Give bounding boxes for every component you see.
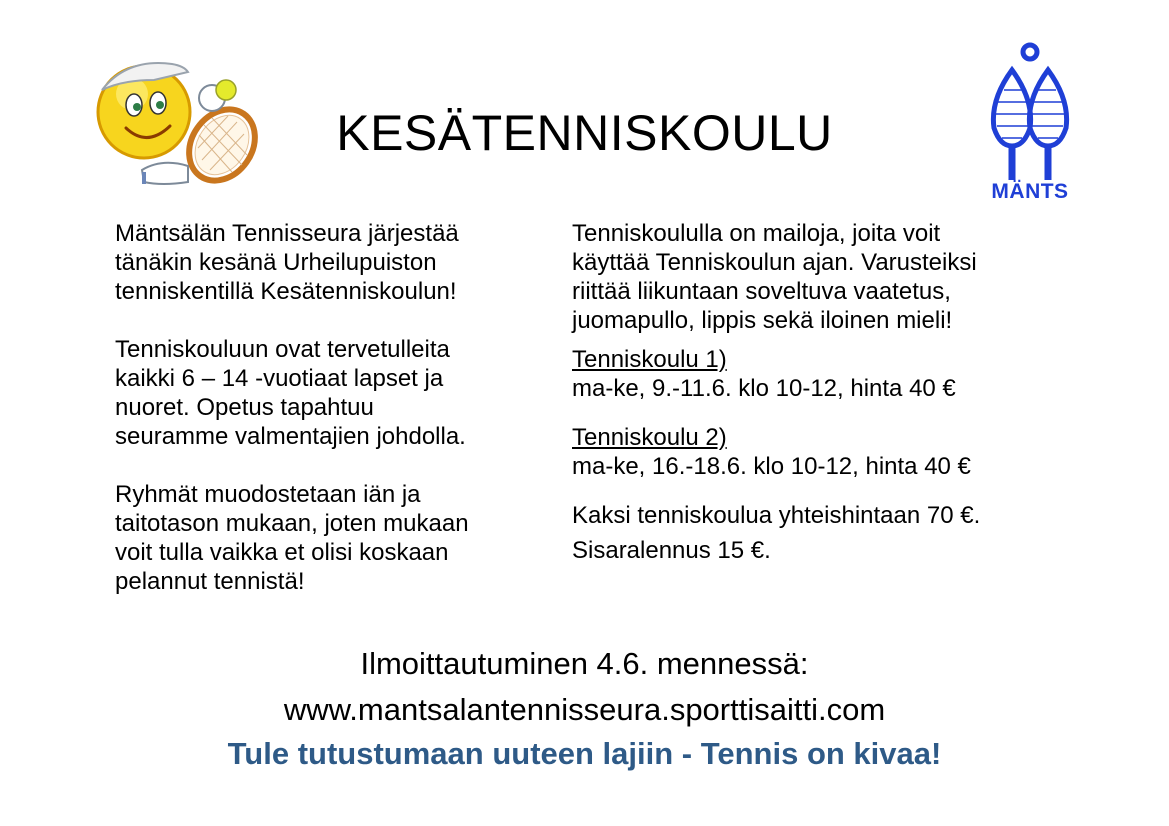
intro-line: Mäntsälän Tennisseura järjestää [115, 220, 459, 247]
equipment-line: riittää liikuntaan soveltuva vaatetus, [572, 278, 951, 305]
session-2-details: ma-ke, 16.-18.6. klo 10-12, hinta 40 € [572, 453, 971, 480]
session-2-heading: Tenniskoulu 2) [572, 424, 727, 451]
page-title: KESÄTENNISKOULU [336, 105, 833, 161]
groups-line: taitotason mukaan, joten mukaan [115, 510, 469, 537]
groups-line: pelannut tennistä! [115, 568, 305, 595]
registration-deadline: Ilmoittautuminen 4.6. mennessä: [360, 646, 809, 681]
audience-line: kaikki 6 – 14 -vuotiaat lapset ja [115, 365, 444, 392]
left-column [115, 219, 555, 596]
intro-line: tenniskentillä Kesätenniskoulun! [115, 278, 457, 305]
session-1-details: ma-ke, 9.-11.6. klo 10-12, hinta 40 € [572, 375, 956, 402]
audience-line: Tenniskouluun ovat tervetulleita [115, 336, 450, 363]
logo-text: MÄNTS [991, 180, 1069, 203]
groups-line: voit tulla vaikka et olisi koskaan [115, 539, 449, 566]
intro-line: tänäkin kesänä Urheilupuiston [115, 249, 437, 276]
sibling-discount: Sisaralennus 15 €. [572, 537, 771, 564]
combo-price: Kaksi tenniskoulua yhteishintaan 70 €. [572, 502, 981, 529]
mants-club-logo [982, 40, 1078, 210]
audience-line: nuoret. Opetus tapahtuu [115, 394, 374, 421]
equipment-line: Tenniskoululla on mailoja, joita voit [572, 220, 941, 247]
audience-line: seuramme valmentajien johdolla. [115, 423, 466, 450]
groups-line: Ryhmät muodostetaan iän ja [115, 481, 421, 508]
equipment-line: juomapullo, lippis sekä iloinen mieli! [572, 307, 953, 334]
tagline: Tule tutustumaan uuteen lajiin - Tennis on kivaa! [227, 736, 942, 771]
session-1-heading: Tenniskoulu 1) [572, 346, 727, 373]
right-column [572, 219, 1092, 565]
website-link[interactable]: www.mantsalantennisseura.sporttisaitti.com [283, 692, 886, 727]
equipment-line: käyttää Tenniskoulun ajan. Varusteiksi [572, 249, 977, 276]
